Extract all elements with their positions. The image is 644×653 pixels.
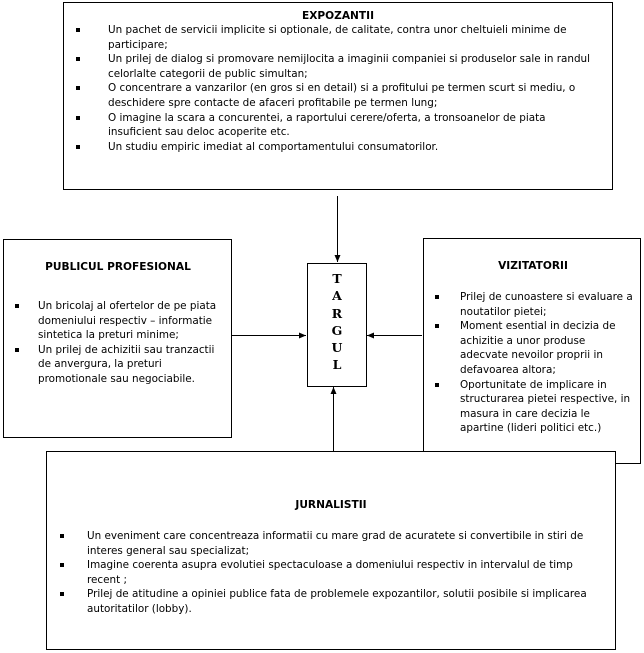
list-item: Un eveniment care concentreaza informatii cu mare grad de acuratete si convertibile in stiri de interes general sau specializat; <box>57 529 605 558</box>
expozantii-list <box>74 23 602 154</box>
list-item: Moment esential in decizia de achizitie a unor produse adecvate nevoilor proprii in defavoarea altora; <box>432 319 634 377</box>
list-item: Imagine coerenta asupra evolutiei spectaculoase a domeniului respectiv in intervalul de timp recent ; <box>57 558 605 587</box>
list-item: Prilej de atitudine a opiniei publice fata de problemele expozantilor, solutii posibile si implicarea autoritatilor (lobby). <box>57 587 605 616</box>
list-item: Un prilej de achizitii sau tranzactii de anvergura, la preturi promotionale sau negociabile. <box>13 343 223 387</box>
publicul-profesional-box <box>3 239 232 438</box>
vizitatorii-title: VIZITATORII <box>498 260 568 272</box>
targul-letter: T <box>332 271 342 286</box>
list-item: Oportunitate de implicare in structurarea pietei respective, in masura in care decizia le apartine (lideri politici etc.) <box>432 378 634 436</box>
list-item: Un prilej de dialog si promovare nemijlocita a imaginii companiei si produselor sale in randul celorlalte categorii de public simultan; <box>74 52 602 81</box>
jurnalistii-title: JURNALISTII <box>295 499 367 511</box>
targul-letter: U <box>331 340 343 356</box>
jurnalistii-list <box>57 529 605 617</box>
expozantii-title: EXPOZANTII <box>301 10 375 22</box>
list-item: Un pachet de servicii implicite si optionale, de calitate, contra unor cheltuieli minime de participare; <box>74 23 602 52</box>
publicul-list <box>13 299 223 387</box>
targul-letter: R <box>331 305 343 321</box>
targul-letter: A <box>332 288 342 304</box>
targul-letter: G <box>331 322 343 338</box>
vizitatorii-list <box>432 290 634 436</box>
list-item: Un bricolaj al ofertelor de pe piata domeniului respectiv – informatie sintetica la preturi minime; <box>13 299 223 343</box>
publicul-title: PUBLICUL PROFESIONAL <box>45 261 191 273</box>
jurnalistii-box <box>46 451 616 650</box>
list-item: Prilej de cunoastere si evaluare a noutatilor pietei; <box>432 290 634 319</box>
list-item: O imagine la scara a concurentei, a raportului cerere/oferta, a tronsoanelor de piata insuficient sau deloc acoperite etc. <box>74 111 602 140</box>
list-item: Un studiu empiric imediat al comportamentului consumatorilor. <box>74 140 602 155</box>
vizitatorii-box <box>423 238 641 464</box>
targul-box <box>307 263 367 387</box>
targul-letter: L <box>332 357 342 373</box>
list-item: O concentrare a vanzarilor (en gros si en detail) si a profitului pe termen scurt si mediu, o deschidere spre contacte de afaceri profitabile pe termen lung; <box>74 81 602 110</box>
expozantii-box <box>63 2 613 190</box>
